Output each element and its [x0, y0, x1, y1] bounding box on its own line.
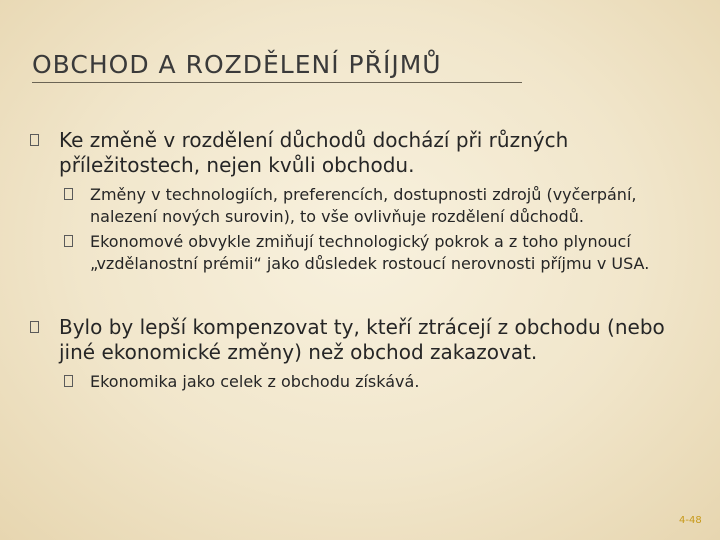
sub-bullet-text: Změny v technologiích, preferencích, dostupnosti zdrojů (vyčerpání, nalezení nových surovin), to vše ovlivňuje rozdělení důchodů. — [90, 185, 637, 226]
bullet-box-icon — [30, 321, 39, 333]
bullet-box-icon — [64, 375, 73, 387]
bullet-box-icon — [64, 235, 73, 247]
sub-bullet-1-2 — [64, 231, 704, 275]
slide-title: OBCHOD A ROZDĚLENÍ PŘÍJMŮ — [32, 50, 442, 79]
bullet-2 — [30, 315, 680, 365]
bullet-box-icon — [64, 188, 73, 200]
bullet-box-icon — [30, 134, 39, 146]
title-underline — [32, 82, 522, 83]
sub-bullet-1-1 — [64, 184, 704, 228]
sub-bullet-2-1 — [64, 371, 704, 393]
bullet-1 — [30, 128, 680, 178]
bullet-text: Bylo by lepší kompenzovat ty, kteří ztrácejí z obchodu (nebo jiné ekonomické změny) než obchod zakazovat. — [59, 315, 665, 364]
bullet-text: Ke změně v rozdělení důchodů dochází při různých příležitostech, nejen kvůli obchodu. — [59, 128, 569, 177]
sub-bullet-text: Ekonomové obvykle zmiňují technologický pokrok a z toho plynoucí „vzdělanostní prémii“ jako důsledek rostoucí nerovnosti příjmu v USA. — [90, 232, 650, 273]
page-number: 4-48 — [679, 515, 702, 526]
sub-bullet-text: Ekonomika jako celek z obchodu získává. — [90, 372, 420, 391]
